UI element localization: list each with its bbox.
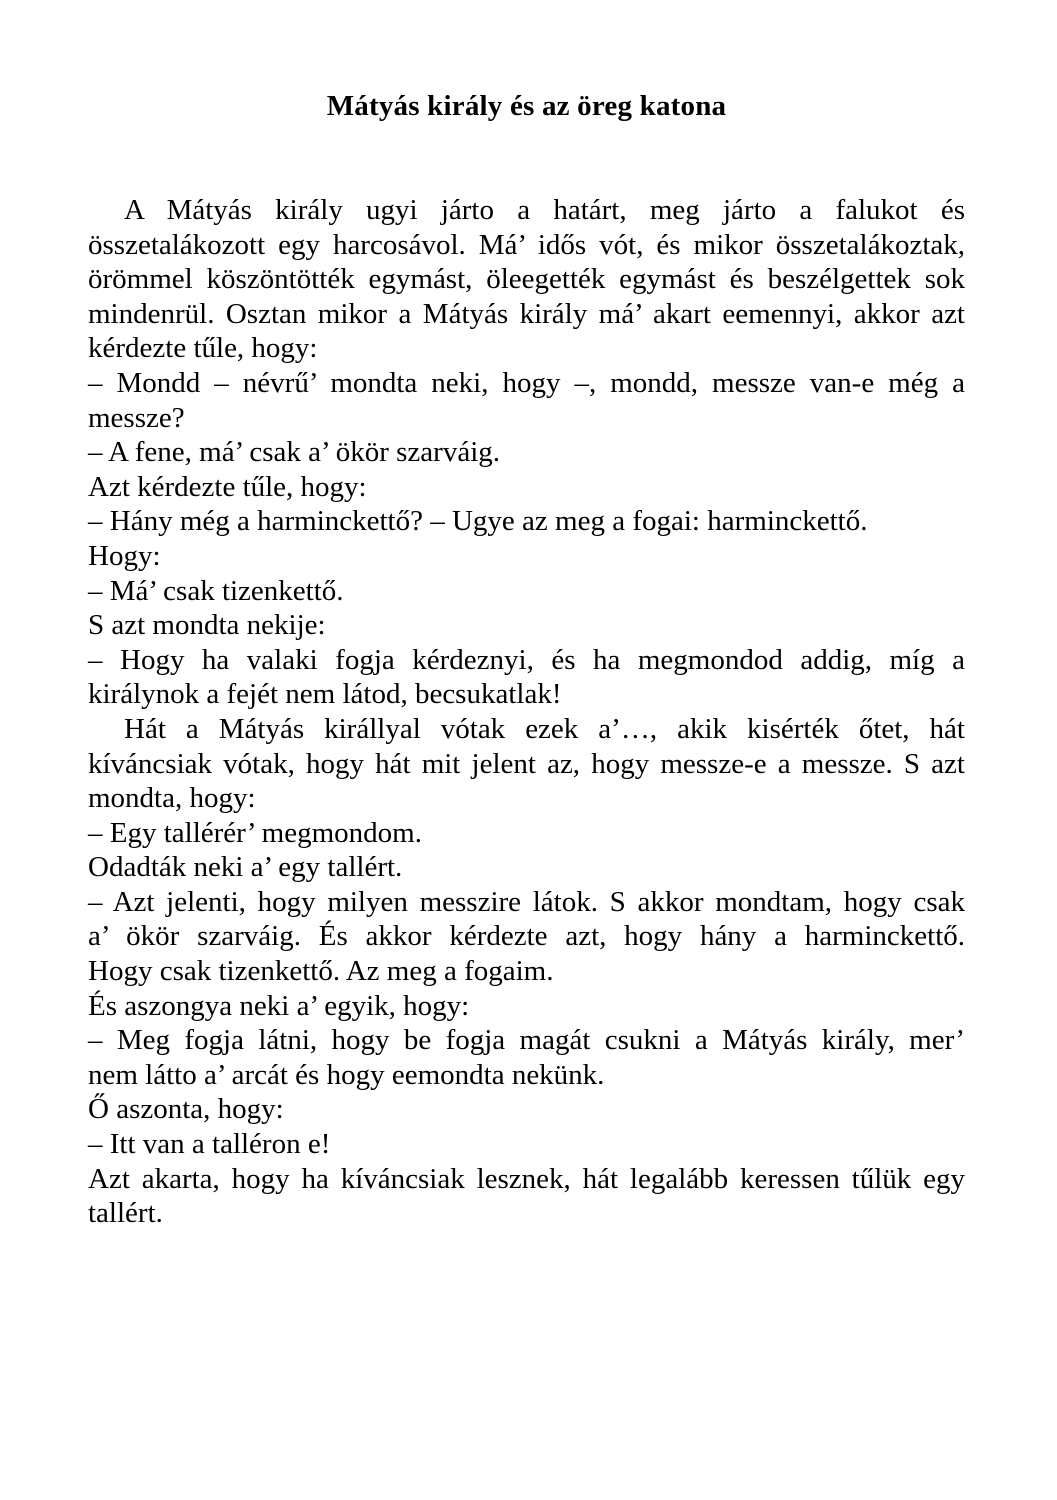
text-line: – Mondd – névrű’ mondta neki, hogy –, mondd, messze van-e még a (88, 366, 965, 399)
document-title: Mátyás király és az öreg katona (326, 90, 727, 122)
text-line: – Hogy ha valaki fogja kérdeznyi, és ha megmondod addig, míg a (88, 643, 965, 676)
text-line: mindenrül. Osztan mikor a Mátyás király má’ akart eemennyi, akkor azt (88, 297, 965, 330)
text-line: – Má’ csak tizenkettő. (88, 574, 344, 607)
text-line: A Mátyás király ugyi járto a határt, meg járto a falukot és (124, 194, 965, 226)
text-line: – Itt van a talléron e! (88, 1128, 331, 1161)
text-line: – A fene, má’ csak a’ ökör szarváig. (88, 436, 501, 469)
text-line: – Azt jelenti, hogy milyen messzire látok. S akkor mondtam, hogy csak (88, 885, 965, 918)
text-line: – Egy tallérér’ megmondom. (88, 816, 422, 849)
text-line: Ő aszonta, hogy: (88, 1093, 284, 1126)
text-line: összetalákozott egy harcosávol. Má’ idős vót, és mikor összetalákoztak, (88, 228, 965, 261)
text-line: mondta, hogy: (88, 782, 256, 815)
text-line: kérdezte tűle, hogy: (88, 332, 318, 365)
text-line: – Meg fogja látni, hogy be fogja magát csukni a Mátyás király, mer’ (88, 1024, 965, 1057)
text-line: Hogy: (88, 539, 161, 572)
text-line: nem látto a’ arcát és hogy eemondta nekünk. (88, 1058, 605, 1091)
text-line: királynok a fejét nem látod, becsukatlak! (88, 678, 562, 711)
text-line: tallért. (88, 1197, 163, 1230)
document-body (88, 193, 965, 1231)
text-line: a’ ökör szarváig. És akkor kérdezte azt, hogy hány a harminckettő. (88, 920, 965, 953)
text-line: S azt mondta nekije: (88, 609, 326, 642)
text-line: kíváncsiak vótak, hogy hát mit jelent az, hogy messze-e a messze. S azt (88, 747, 965, 780)
text-line: örömmel köszöntötték egymást, öleegették egymást és beszélgettek sok (88, 263, 965, 296)
text-line: És aszongya neki a’ egyik, hogy: (88, 989, 470, 1022)
text-line: Odadták neki a’ egy tallért. (88, 851, 403, 884)
text-line: Hát a Mátyás királlyal vótak ezek a’…, akik kisérték őtet, hát (124, 712, 965, 745)
text-line: Azt akarta, hogy ha kíváncsiak lesznek, hát legalább keressen tűlük egy (88, 1162, 965, 1195)
text-line: Azt kérdezte tűle, hogy: (88, 470, 367, 503)
text-line: messze? (88, 401, 185, 434)
text-line: Hogy csak tizenkettő. Az meg a fogaim. (88, 955, 554, 988)
text-line: – Hány még a harminckettő? – Ugye az meg a fogai: harminckettő. (88, 505, 868, 538)
